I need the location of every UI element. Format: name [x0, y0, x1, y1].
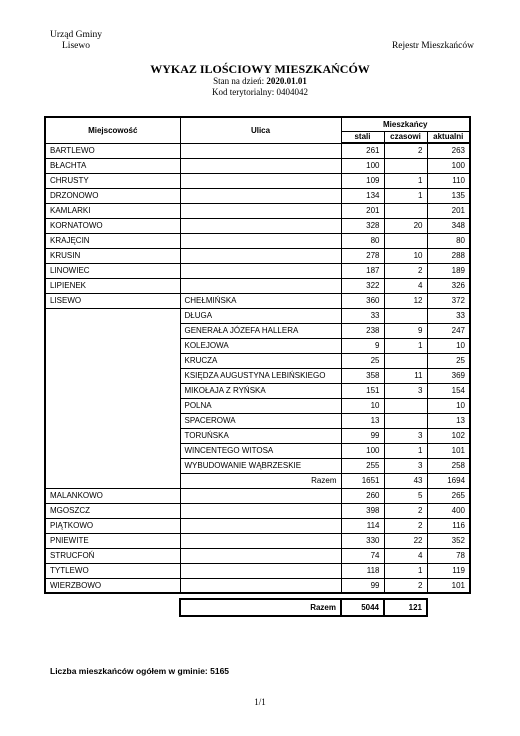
permanent-cell: 255	[341, 458, 384, 473]
permanent-cell: 13	[341, 413, 384, 428]
territorial-code: 0404042	[276, 87, 308, 97]
locality-cell: KRUSIN	[45, 248, 180, 263]
permanent-cell: 114	[341, 518, 384, 533]
permanent-cell: 187	[341, 263, 384, 278]
locality-cell: WIERZBOWO	[45, 578, 180, 593]
locality-cell: CHRUSTY	[45, 173, 180, 188]
column-header-locality: Miejscowość	[45, 117, 180, 143]
table-row	[45, 233, 470, 248]
table-row	[45, 353, 470, 368]
temporary-cell: 1	[384, 188, 427, 203]
street-cell: Razem	[180, 473, 341, 488]
locality-cell: MALANKOWO	[45, 488, 180, 503]
street-cell	[180, 188, 341, 203]
temporary-cell	[384, 398, 427, 413]
permanent-cell: 33	[341, 308, 384, 323]
temporary-cell: 4	[384, 278, 427, 293]
street-cell	[180, 263, 341, 278]
locality-cell: KAMLARKI	[45, 203, 180, 218]
street-cell: DŁUGA	[180, 308, 341, 323]
table-row	[45, 563, 470, 578]
table-row	[45, 548, 470, 563]
permanent-cell: 360	[341, 293, 384, 308]
total-empty-cell	[45, 599, 180, 616]
locality-cell: KORNATOWO	[45, 218, 180, 233]
current-cell: 263	[427, 143, 470, 158]
document-title: WYKAZ ILOŚCIOWY MIESZKAŃCÓW	[150, 62, 370, 76]
permanent-cell: 151	[341, 383, 384, 398]
street-cell: MIKOŁAJA Z RYŃSKA	[180, 383, 341, 398]
street-cell	[180, 173, 341, 188]
table-row	[45, 218, 470, 233]
current-cell: 135	[427, 188, 470, 203]
temporary-cell	[384, 233, 427, 248]
locality-cell: TYTLEWO	[45, 563, 180, 578]
temporary-cell: 10	[384, 248, 427, 263]
grand-total-row	[45, 599, 470, 616]
street-cell	[180, 578, 341, 593]
locality-cell	[45, 353, 180, 368]
table-row	[45, 263, 470, 278]
table-row	[45, 428, 470, 443]
current-cell: 369	[427, 368, 470, 383]
current-cell: 25	[427, 353, 470, 368]
office-town: Lisewo	[62, 41, 90, 51]
registry-name: Rejestr Mieszkańców	[391, 41, 474, 51]
as-of-date: 2020.01.01	[266, 76, 307, 86]
temporary-cell: 3	[384, 383, 427, 398]
permanent-cell: 260	[341, 488, 384, 503]
residents-table	[44, 116, 471, 617]
current-cell: 201	[427, 203, 470, 218]
as-of-line	[0, 76, 520, 87]
current-cell: 78	[427, 548, 470, 563]
column-header-permanent: stali	[341, 131, 384, 143]
subtotal-row	[45, 473, 470, 488]
table-row	[45, 293, 470, 308]
temporary-cell: 1	[384, 443, 427, 458]
temporary-cell	[384, 353, 427, 368]
locality-cell: PNIEWITE	[45, 533, 180, 548]
permanent-cell: 25	[341, 353, 384, 368]
locality-cell	[45, 308, 180, 323]
locality-cell	[45, 338, 180, 353]
current-cell: 352	[427, 533, 470, 548]
locality-cell: MGOSZCZ	[45, 503, 180, 518]
grand-total-temporary: 121	[384, 599, 427, 616]
table-row	[45, 533, 470, 548]
permanent-cell: 328	[341, 218, 384, 233]
grand-total-label: Razem	[180, 599, 341, 616]
street-cell	[180, 233, 341, 248]
temporary-cell	[384, 158, 427, 173]
table-row	[45, 338, 470, 353]
temporary-cell	[384, 203, 427, 218]
permanent-cell: 118	[341, 563, 384, 578]
temporary-cell	[384, 413, 427, 428]
temporary-cell: 11	[384, 368, 427, 383]
permanent-cell: 99	[341, 578, 384, 593]
street-cell: CHEŁMIŃSKA	[180, 293, 341, 308]
current-cell: 101	[427, 578, 470, 593]
temporary-cell: 12	[384, 293, 427, 308]
current-cell: 10	[427, 338, 470, 353]
current-cell: 258	[427, 458, 470, 473]
temporary-cell: 4	[384, 548, 427, 563]
table-row	[45, 578, 470, 593]
permanent-cell: 134	[341, 188, 384, 203]
permanent-cell: 100	[341, 158, 384, 173]
locality-cell: LIPIENEK	[45, 278, 180, 293]
page-number: 1/1	[254, 697, 266, 707]
table-row	[45, 158, 470, 173]
street-cell	[180, 248, 341, 263]
temporary-cell	[384, 308, 427, 323]
locality-cell	[45, 413, 180, 428]
temporary-cell: 9	[384, 323, 427, 338]
current-cell: 33	[427, 308, 470, 323]
as-of-label: Stan na dzień:	[213, 76, 265, 86]
street-cell	[180, 518, 341, 533]
locality-cell	[45, 383, 180, 398]
column-header-street: Ulica	[180, 117, 341, 143]
temporary-cell: 1	[384, 563, 427, 578]
street-cell	[180, 218, 341, 233]
office-name: Urząd Gminy	[50, 30, 102, 40]
temporary-cell: 5	[384, 488, 427, 503]
street-cell: KRUCZA	[180, 353, 341, 368]
permanent-cell: 398	[341, 503, 384, 518]
office-header	[50, 30, 102, 52]
permanent-cell: 278	[341, 248, 384, 263]
current-cell: 119	[427, 563, 470, 578]
temporary-cell: 2	[384, 503, 427, 518]
street-cell: SPACEROWA	[180, 413, 341, 428]
table-row	[45, 413, 470, 428]
street-cell: KOLEJOWA	[180, 338, 341, 353]
table-row	[45, 518, 470, 533]
permanent-cell: 358	[341, 368, 384, 383]
table-row	[45, 458, 470, 473]
locality-cell	[45, 398, 180, 413]
street-cell: KSIĘDZA AUGUSTYNA LEBIŃSKIEGO	[180, 368, 341, 383]
column-header-residents: Mieszkańcy	[341, 117, 470, 131]
street-cell: WYBUDOWANIE WĄBRZESKIE	[180, 458, 341, 473]
column-header-current: aktualni	[427, 131, 470, 143]
locality-cell	[45, 473, 180, 488]
permanent-cell: 10	[341, 398, 384, 413]
street-cell: WINCENTEGO WITOSA	[180, 443, 341, 458]
permanent-cell: 9	[341, 338, 384, 353]
locality-cell	[45, 458, 180, 473]
current-cell: 247	[427, 323, 470, 338]
permanent-cell: 201	[341, 203, 384, 218]
street-cell	[180, 143, 341, 158]
street-cell: GENERAŁA JÓZEFA HALLERA	[180, 323, 341, 338]
street-cell	[180, 488, 341, 503]
temporary-cell: 3	[384, 458, 427, 473]
street-cell: POLNA	[180, 398, 341, 413]
permanent-cell: 238	[341, 323, 384, 338]
temporary-cell: 2	[384, 518, 427, 533]
street-cell	[180, 563, 341, 578]
permanent-cell: 109	[341, 173, 384, 188]
table-row	[45, 323, 470, 338]
table-row	[45, 188, 470, 203]
table-row	[45, 443, 470, 458]
temporary-cell: 20	[384, 218, 427, 233]
table-header-row	[45, 117, 470, 131]
temporary-cell: 2	[384, 578, 427, 593]
locality-cell: PIĄTKOWO	[45, 518, 180, 533]
locality-cell: BŁACHTA	[45, 158, 180, 173]
table-row	[45, 203, 470, 218]
locality-cell: LINOWIEC	[45, 263, 180, 278]
current-cell: 116	[427, 518, 470, 533]
table-row	[45, 173, 470, 188]
current-cell: 348	[427, 218, 470, 233]
current-cell: 101	[427, 443, 470, 458]
street-cell	[180, 278, 341, 293]
locality-cell	[45, 368, 180, 383]
temporary-cell: 43	[384, 473, 427, 488]
current-cell: 326	[427, 278, 470, 293]
temporary-cell: 2	[384, 263, 427, 278]
table-row	[45, 278, 470, 293]
current-cell: 288	[427, 248, 470, 263]
temporary-cell: 1	[384, 173, 427, 188]
current-cell: 265	[427, 488, 470, 503]
table-row	[45, 488, 470, 503]
street-cell: TORUŃSKA	[180, 428, 341, 443]
temporary-cell: 3	[384, 428, 427, 443]
locality-cell: BARTLEWO	[45, 143, 180, 158]
temporary-cell: 1	[384, 338, 427, 353]
locality-cell: LISEWO	[45, 293, 180, 308]
current-cell: 80	[427, 233, 470, 248]
table-row	[45, 308, 470, 323]
locality-cell	[45, 323, 180, 338]
total-residents-summary: Liczba mieszkańców ogółem w gminie: 5165	[50, 666, 230, 676]
permanent-cell: 261	[341, 143, 384, 158]
street-cell	[180, 158, 341, 173]
permanent-cell: 322	[341, 278, 384, 293]
title-block	[0, 62, 520, 98]
current-cell: 189	[427, 263, 470, 278]
locality-cell	[45, 428, 180, 443]
table-row	[45, 248, 470, 263]
permanent-cell: 100	[341, 443, 384, 458]
permanent-cell: 1651	[341, 473, 384, 488]
current-cell: 100	[427, 158, 470, 173]
street-cell	[180, 203, 341, 218]
locality-cell: STRUCFOŃ	[45, 548, 180, 563]
current-cell: 154	[427, 383, 470, 398]
table-row	[45, 368, 470, 383]
table-row	[45, 503, 470, 518]
temporary-cell: 22	[384, 533, 427, 548]
column-header-temporary: czasowi	[384, 131, 427, 143]
locality-cell	[45, 443, 180, 458]
permanent-cell: 330	[341, 533, 384, 548]
current-cell: 400	[427, 503, 470, 518]
temporary-cell: 2	[384, 143, 427, 158]
table-row	[45, 143, 470, 158]
grand-total-permanent: 5044	[341, 599, 384, 616]
territorial-code-label: Kod terytorialny:	[212, 87, 275, 97]
current-cell: 1694	[427, 473, 470, 488]
current-cell: 10	[427, 398, 470, 413]
permanent-cell: 99	[341, 428, 384, 443]
current-cell: 13	[427, 413, 470, 428]
locality-cell: KRAJĘCIN	[45, 233, 180, 248]
table-row	[45, 383, 470, 398]
permanent-cell: 74	[341, 548, 384, 563]
grand-total-current	[427, 599, 470, 616]
permanent-cell: 80	[341, 233, 384, 248]
locality-cell: DRZONOWO	[45, 188, 180, 203]
current-cell: 372	[427, 293, 470, 308]
street-cell	[180, 503, 341, 518]
current-cell: 110	[427, 173, 470, 188]
street-cell	[180, 548, 341, 563]
street-cell	[180, 533, 341, 548]
current-cell: 102	[427, 428, 470, 443]
territorial-code-line	[0, 87, 520, 98]
table-row	[45, 398, 470, 413]
